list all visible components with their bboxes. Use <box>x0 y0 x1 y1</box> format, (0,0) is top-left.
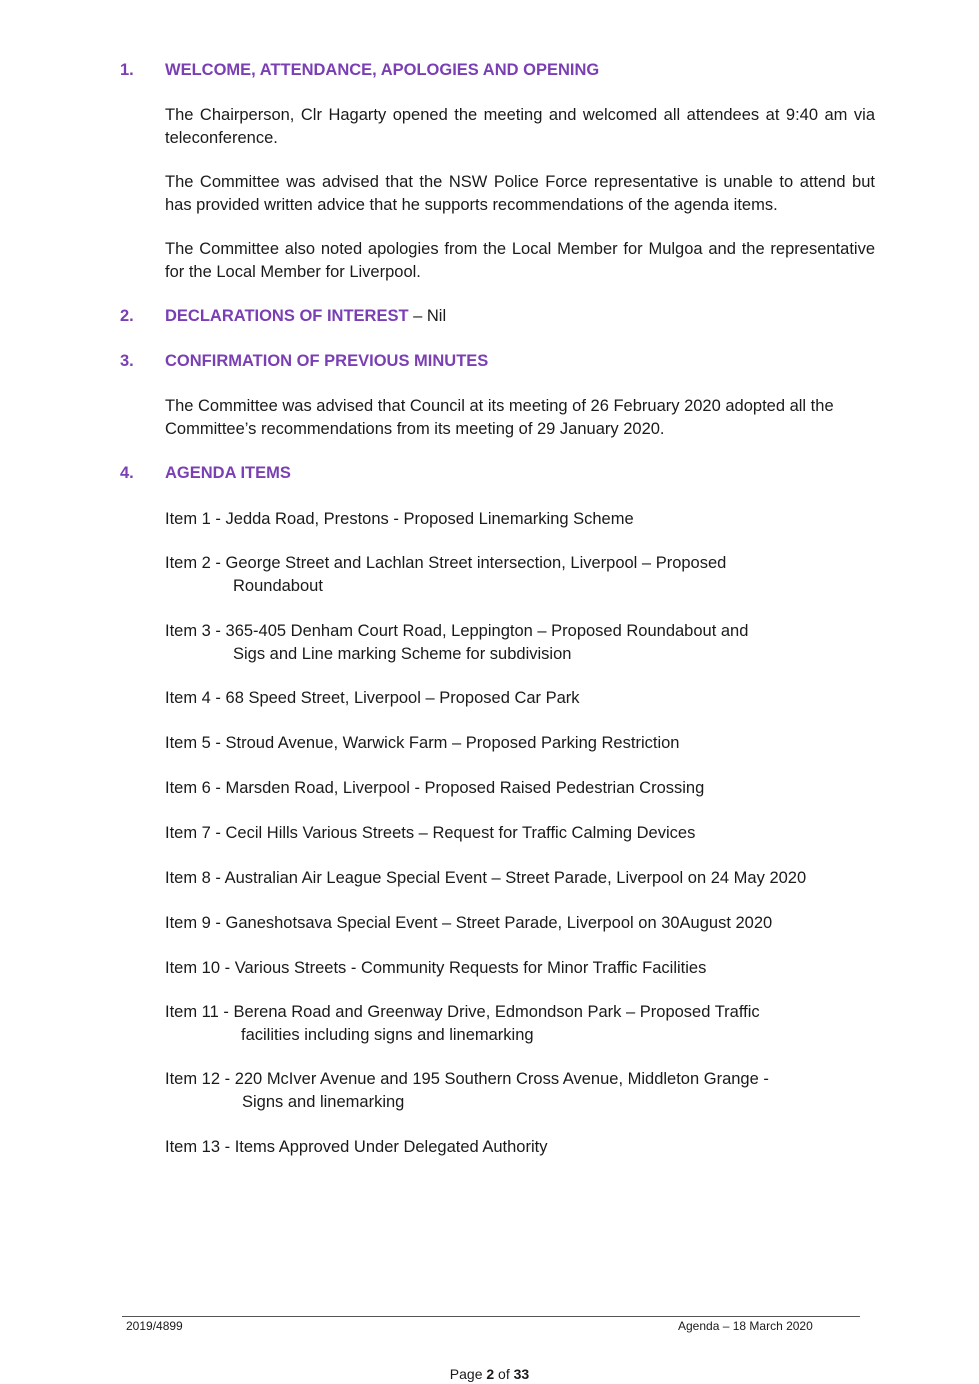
agenda-item-label: Item 13 - <box>165 1138 235 1156</box>
agenda-item-12 <box>165 1068 880 1113</box>
agenda-item-3 <box>165 620 880 665</box>
page-number <box>0 1366 979 1382</box>
agenda-item-label: Item 5 - <box>165 734 226 752</box>
agenda-item-label: Item 11 - <box>165 1003 234 1021</box>
section-title: CONFIRMATION OF PREVIOUS MINUTES <box>165 352 489 370</box>
agenda-item-text: Australian Air League Special Event – Street Parade, Liverpool on 24 May 2020 <box>224 869 807 887</box>
section-title: WELCOME, ATTENDANCE, APOLOGIES AND OPENING <box>165 61 600 79</box>
agenda-item-4 <box>165 687 880 710</box>
agenda-item-text: Stroud Avenue, Warwick Farm – Proposed Parking Restriction <box>225 734 680 752</box>
paragraph-minutes-1: The Committee was advised that Council at its meeting of 26 February 2020 adopted all the Committee’s recommendations from its meeting of 29 January 2020. <box>165 397 834 438</box>
section-title <box>165 307 446 326</box>
agenda-item-text: 68 Speed Street, Liverpool – Proposed Car Park <box>225 689 580 707</box>
agenda-item-13 <box>165 1136 880 1159</box>
agenda-item-label: Item 12 - <box>165 1070 235 1088</box>
footer-divider <box>122 1316 860 1317</box>
section-title-suffix: – Nil <box>408 307 447 325</box>
page-mid: of <box>494 1366 514 1382</box>
agenda-item-10 <box>165 957 880 980</box>
agenda-item-text: Ganeshotsava Special Event – Street Parade, Liverpool on 30August 2020 <box>225 914 773 932</box>
page-current: 2 <box>486 1366 495 1382</box>
paragraph-welcome-2: The Committee was advised that the NSW Police Force representative is unable to attend but has provided written advice that he supports recommendations of the agenda items. <box>165 173 875 214</box>
agenda-item-label: Item 7 - <box>165 824 226 842</box>
footer-agenda-date: Agenda – 18 March 2020 <box>678 1319 813 1333</box>
agenda-item-text: George Street and Lachlan Street intersection, Liverpool – Proposed <box>225 554 727 572</box>
agenda-item-label: Item 6 - <box>165 779 226 797</box>
agenda-item-9 <box>165 912 880 935</box>
agenda-item-text-continued: Signs and linemarking <box>242 1092 405 1111</box>
agenda-item-label: Item 1 - <box>165 510 226 528</box>
agenda-item-6 <box>165 777 880 800</box>
section-number: 2. <box>120 307 134 325</box>
paragraph-welcome-3: The Committee also noted apologies from the Local Member for Mulgoa and the representative for the Local Member for Liverpool. <box>165 240 875 281</box>
agenda-item-8 <box>165 867 880 890</box>
agenda-item-text: 365-405 Denham Court Road, Leppington – Proposed Roundabout and <box>225 622 749 640</box>
agenda-item-text: Various Streets - Community Requests for Minor Traffic Facilities <box>234 959 707 977</box>
agenda-item-text: Berena Road and Greenway Drive, Edmondson Park – Proposed Traffic <box>233 1003 760 1021</box>
agenda-item-7 <box>165 822 880 845</box>
section-title: AGENDA ITEMS <box>165 464 291 482</box>
agenda-item-label: Item 8 - <box>165 869 225 887</box>
agenda-item-text: Jedda Road, Prestons - Proposed Linemarking Scheme <box>225 510 634 528</box>
agenda-item-1 <box>165 508 880 531</box>
agenda-item-2 <box>165 552 880 597</box>
section-title-text: DECLARATIONS OF INTEREST <box>165 307 409 325</box>
agenda-item-text: Items Approved Under Delegated Authority <box>234 1138 548 1156</box>
agenda-item-text-continued: Sigs and Line marking Scheme for subdivision <box>233 644 572 663</box>
section-number: 3. <box>120 352 134 370</box>
agenda-item-label: Item 9 - <box>165 914 226 932</box>
agenda-item-5 <box>165 732 880 755</box>
agenda-item-label: Item 2 - <box>165 554 226 572</box>
page-prefix: Page <box>449 1366 487 1382</box>
agenda-item-11 <box>165 1001 880 1046</box>
agenda-item-label: Item 10 - <box>165 959 235 977</box>
paragraph-welcome-1: The Chairperson, Clr Hagarty opened the meeting and welcomed all attendees at 9:40 am via teleconference. <box>165 106 875 147</box>
agenda-item-text-continued: Roundabout <box>233 576 323 595</box>
footer-reference: 2019/4899 <box>126 1319 183 1333</box>
agenda-item-text-continued: facilities including signs and linemarking <box>241 1025 534 1044</box>
agenda-item-text: 220 McIver Avenue and 195 Southern Cross Avenue, Middleton Grange - <box>234 1070 769 1088</box>
agenda-item-text: Marsden Road, Liverpool - Proposed Raised Pedestrian Crossing <box>225 779 705 797</box>
agenda-item-label: Item 4 - <box>165 689 226 707</box>
page-total: 33 <box>513 1366 530 1382</box>
agenda-item-label: Item 3 - <box>165 622 226 640</box>
section-number: 1. <box>120 61 134 79</box>
section-number: 4. <box>120 464 134 482</box>
agenda-item-text: Cecil Hills Various Streets – Request for Traffic Calming Devices <box>225 824 696 842</box>
